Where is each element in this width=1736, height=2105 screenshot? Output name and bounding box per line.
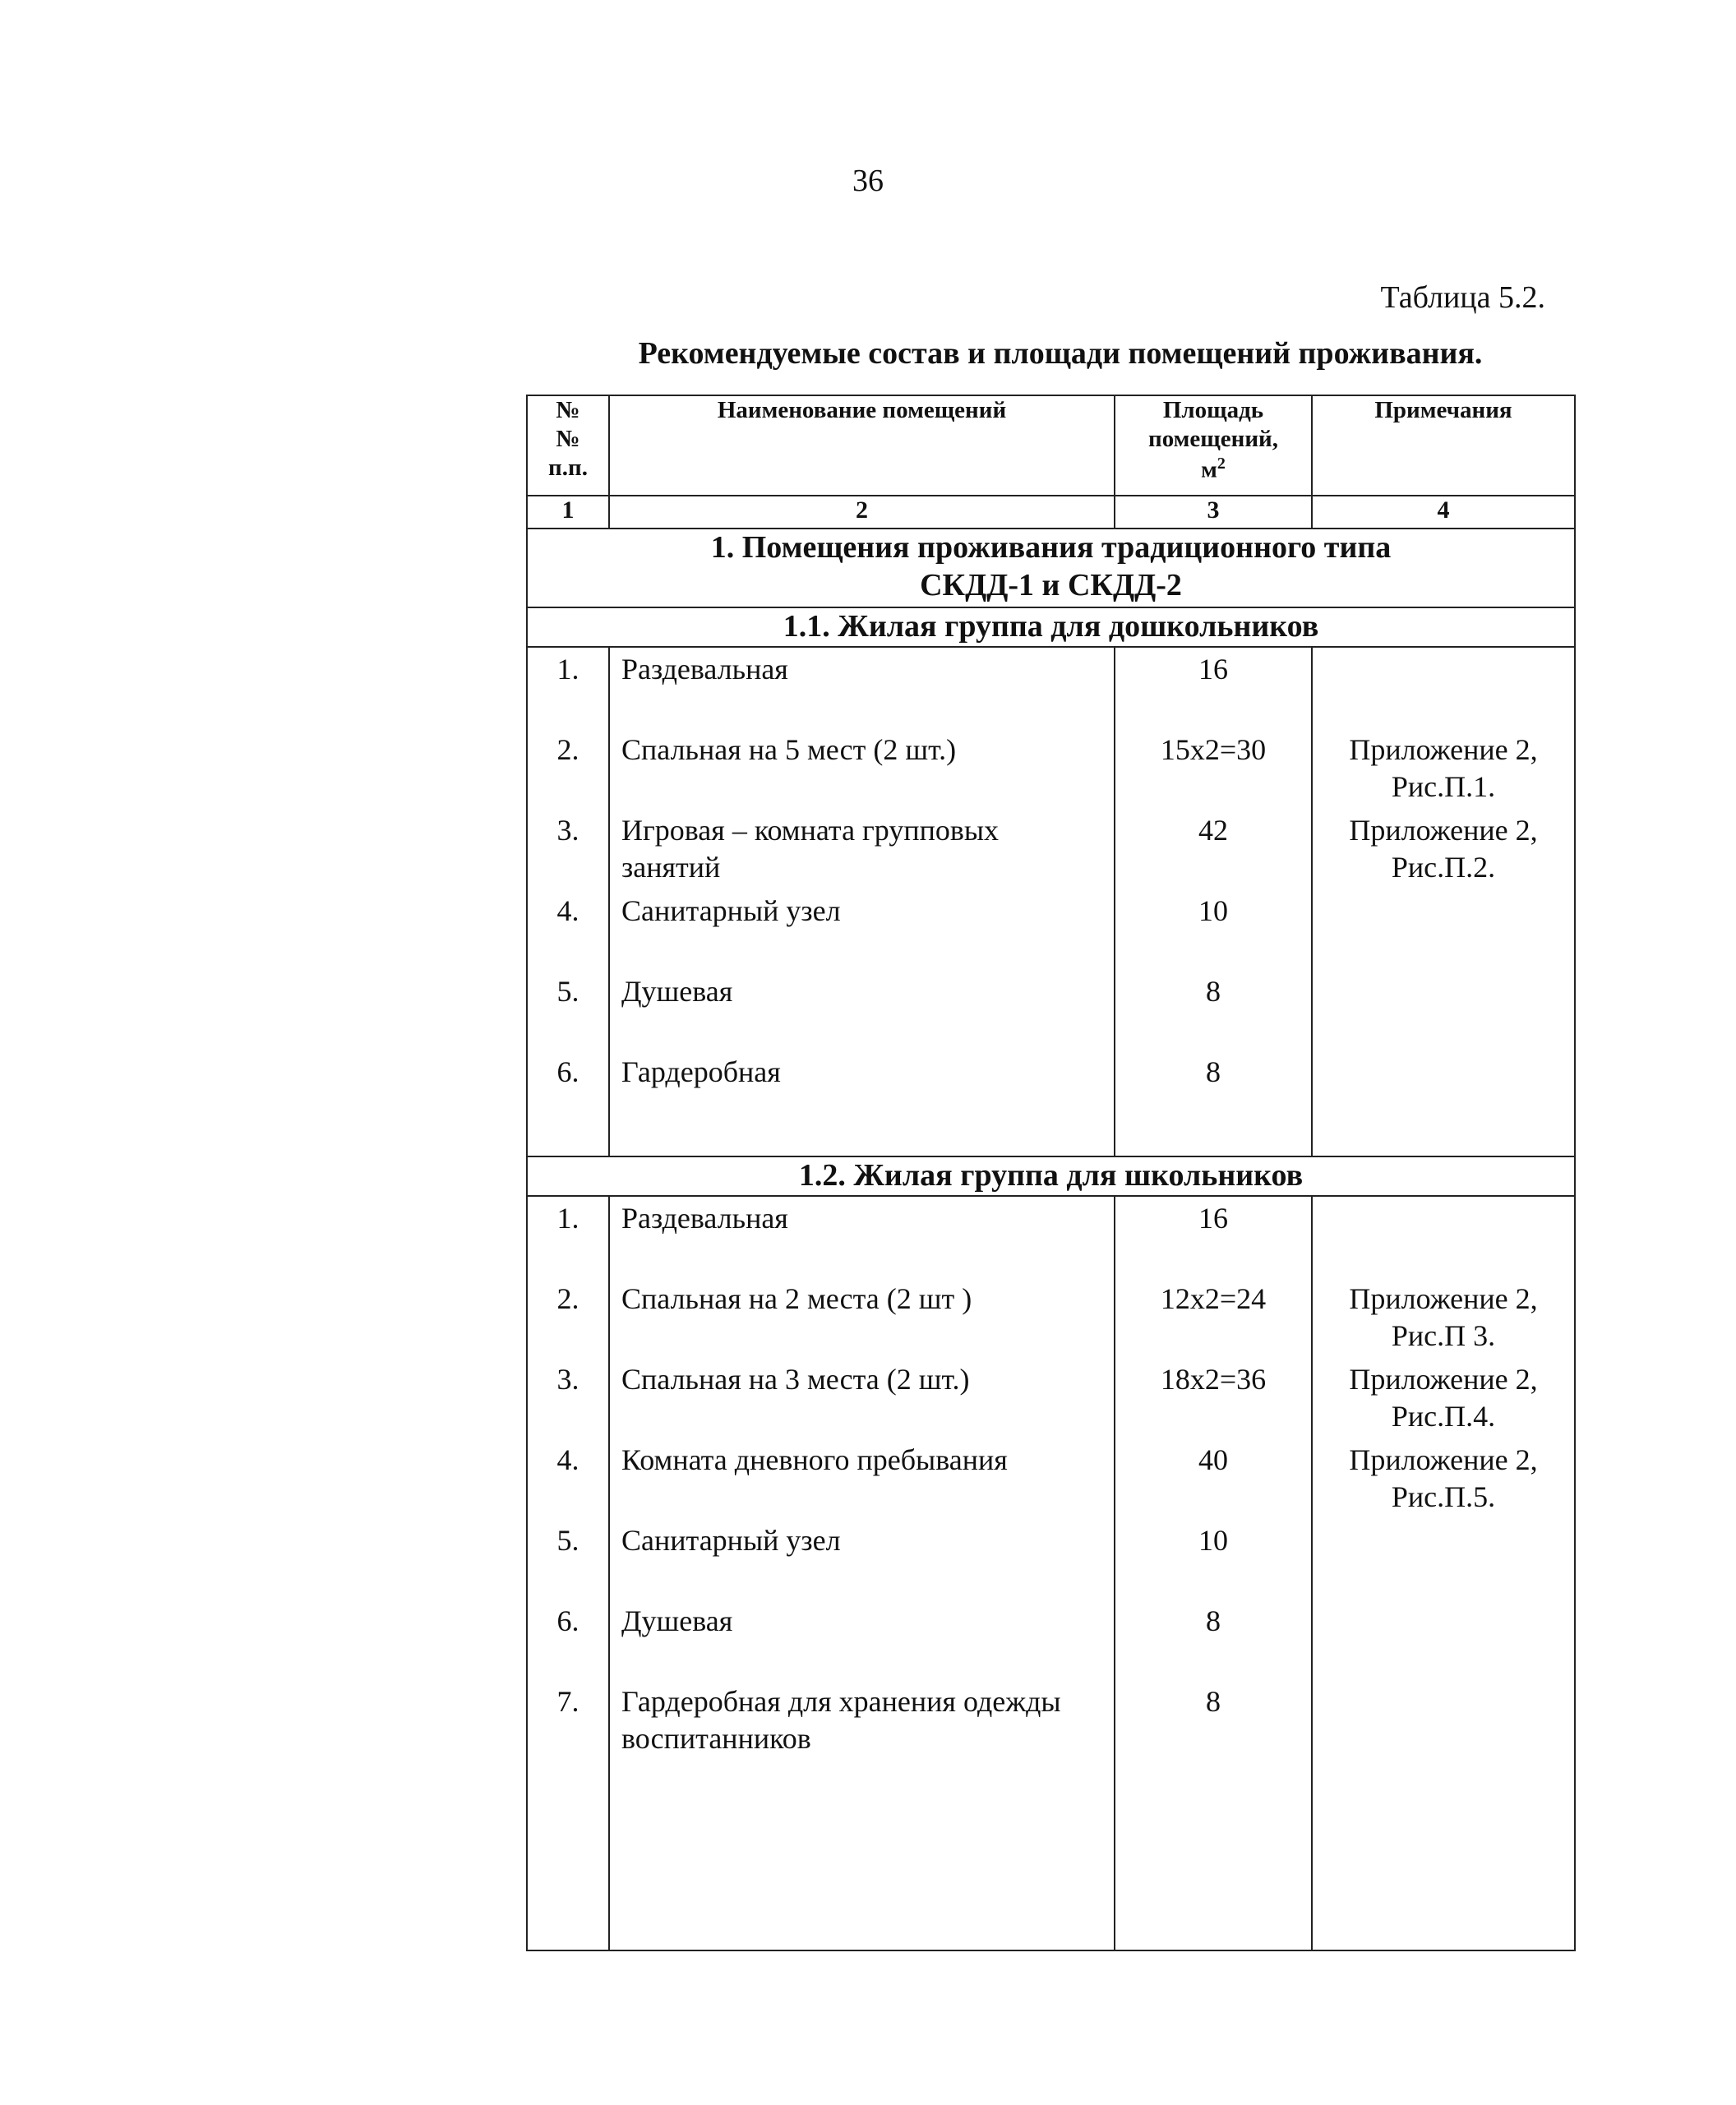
table-spacer-row: [527, 1761, 1575, 1950]
table-row: [527, 1600, 1575, 1680]
spacer-cell: [1115, 1131, 1312, 1156]
row-number: 2.: [527, 728, 609, 809]
row-number: 1.: [527, 647, 609, 728]
room-note: [1312, 1600, 1575, 1680]
room-name: Гардеробная: [609, 1050, 1115, 1131]
section-title-line: 1. Помещения проживания традиционного типа: [710, 530, 1392, 565]
spacer-cell: [527, 1131, 609, 1156]
room-name: Игровая – комната групповых занятий: [609, 809, 1115, 889]
room-area: 8: [1115, 1050, 1312, 1131]
column-number: 4: [1312, 496, 1575, 529]
spacer-cell: [527, 1761, 609, 1950]
room-area: 10: [1115, 889, 1312, 970]
table-row: [527, 970, 1575, 1050]
room-name: Санитарный узел: [609, 1519, 1115, 1600]
row-number: 7.: [527, 1680, 609, 1761]
row-number: 4.: [527, 1438, 609, 1519]
table-row: [527, 1358, 1575, 1438]
room-name: Санитарный узел: [609, 889, 1115, 970]
spacer-cell: [1312, 1131, 1575, 1156]
header-area-line: Площадь: [1162, 397, 1264, 423]
room-area: 40: [1115, 1438, 1312, 1519]
row-number: 3.: [527, 1358, 609, 1438]
room-note: [1312, 1196, 1575, 1277]
header-notes: Примечания: [1312, 395, 1575, 496]
room-note: [1312, 647, 1575, 728]
room-name: Раздевальная: [609, 647, 1115, 728]
row-number: 1.: [527, 1196, 609, 1277]
row-number: 5.: [527, 1519, 609, 1600]
section-title: [527, 529, 1575, 607]
rooms-table: [526, 395, 1576, 1951]
section-row: [527, 529, 1575, 607]
group2-title: 1.2. Жилая группа для школьников: [527, 1156, 1575, 1196]
header-area-unit: [1127, 454, 1300, 484]
room-area: 8: [1115, 970, 1312, 1050]
table-row: [527, 809, 1575, 889]
table-row: [527, 1680, 1575, 1761]
room-area: 8: [1115, 1680, 1312, 1761]
header-number-line: №: [556, 397, 580, 423]
column-number: 3: [1115, 496, 1312, 529]
room-note: [1312, 1519, 1575, 1600]
header-name: Наименование помещений: [609, 395, 1115, 496]
room-note: Приложение 2, Рис.П.1.: [1312, 728, 1575, 809]
row-number: 2.: [527, 1277, 609, 1358]
room-area: 16: [1115, 1196, 1312, 1277]
room-name: Душевая: [609, 1600, 1115, 1680]
room-note: [1312, 970, 1575, 1050]
room-note: [1312, 1050, 1575, 1131]
room-name: Раздевальная: [609, 1196, 1115, 1277]
room-name: Спальная на 3 места (2 шт.): [609, 1358, 1115, 1438]
table-row: [527, 647, 1575, 728]
room-name: Спальная на 5 мест (2 шт.): [609, 728, 1115, 809]
room-name: Спальная на 2 места (2 шт ): [609, 1277, 1115, 1358]
group-title-row: [527, 1156, 1575, 1196]
row-number: 6.: [527, 1050, 609, 1131]
area-unit: м: [1201, 456, 1217, 483]
table-row: [527, 1277, 1575, 1358]
table-label: Таблица 5.2.: [1380, 280, 1545, 315]
spacer-cell: [1312, 1761, 1575, 1950]
table-header-row: [527, 395, 1575, 496]
room-note: Приложение 2, Рис.П.4.: [1312, 1358, 1575, 1438]
column-number: 1: [527, 496, 609, 529]
table-spacer-row: [527, 1131, 1575, 1156]
header-number-line: №: [556, 425, 580, 452]
room-name: Душевая: [609, 970, 1115, 1050]
header-number: [527, 395, 609, 496]
room-area: 12х2=24: [1115, 1277, 1312, 1358]
table-row: [527, 1519, 1575, 1600]
section-title-line: СКДД-1 и СКДД-2: [920, 567, 1182, 602]
room-area: 15х2=30: [1115, 728, 1312, 809]
room-area: 16: [1115, 647, 1312, 728]
row-number: 3.: [527, 809, 609, 889]
group1-title: 1.1. Жилая группа для дошкольников: [527, 607, 1575, 647]
area-unit-sup: 2: [1217, 454, 1226, 473]
table-row: [527, 728, 1575, 809]
room-note: Приложение 2, Рис.П.2.: [1312, 809, 1575, 889]
spacer-cell: [1115, 1761, 1312, 1950]
room-note: [1312, 1680, 1575, 1761]
page-number: 36: [852, 164, 884, 198]
room-area: 42: [1115, 809, 1312, 889]
room-area: 8: [1115, 1600, 1312, 1680]
table-row: [527, 1438, 1575, 1519]
row-number: 5.: [527, 970, 609, 1050]
spacer-cell: [609, 1761, 1115, 1950]
group-title-row: [527, 607, 1575, 647]
table-row: [527, 1050, 1575, 1131]
room-note: Приложение 2, Рис.П 3.: [1312, 1277, 1575, 1358]
column-number: 2: [609, 496, 1115, 529]
room-note: [1312, 889, 1575, 970]
room-area: 10: [1115, 1519, 1312, 1600]
column-number-row: [527, 496, 1575, 529]
header-area: [1115, 395, 1312, 496]
header-number-line: п.п.: [548, 454, 588, 481]
spacer-cell: [609, 1131, 1115, 1156]
row-number: 4.: [527, 889, 609, 970]
header-area-line: помещений,: [1147, 425, 1278, 452]
table-title: Рекомендуемые состав и площади помещений проживания.: [638, 336, 1483, 371]
table-row: [527, 889, 1575, 970]
room-name: Комната дневного пребывания: [609, 1438, 1115, 1519]
table-row: [527, 1196, 1575, 1277]
room-name: Гардеробная для хранения одежды воспитанников: [609, 1680, 1115, 1761]
room-area: 18х2=36: [1115, 1358, 1312, 1438]
row-number: 6.: [527, 1600, 609, 1680]
room-note: Приложение 2, Рис.П.5.: [1312, 1438, 1575, 1519]
